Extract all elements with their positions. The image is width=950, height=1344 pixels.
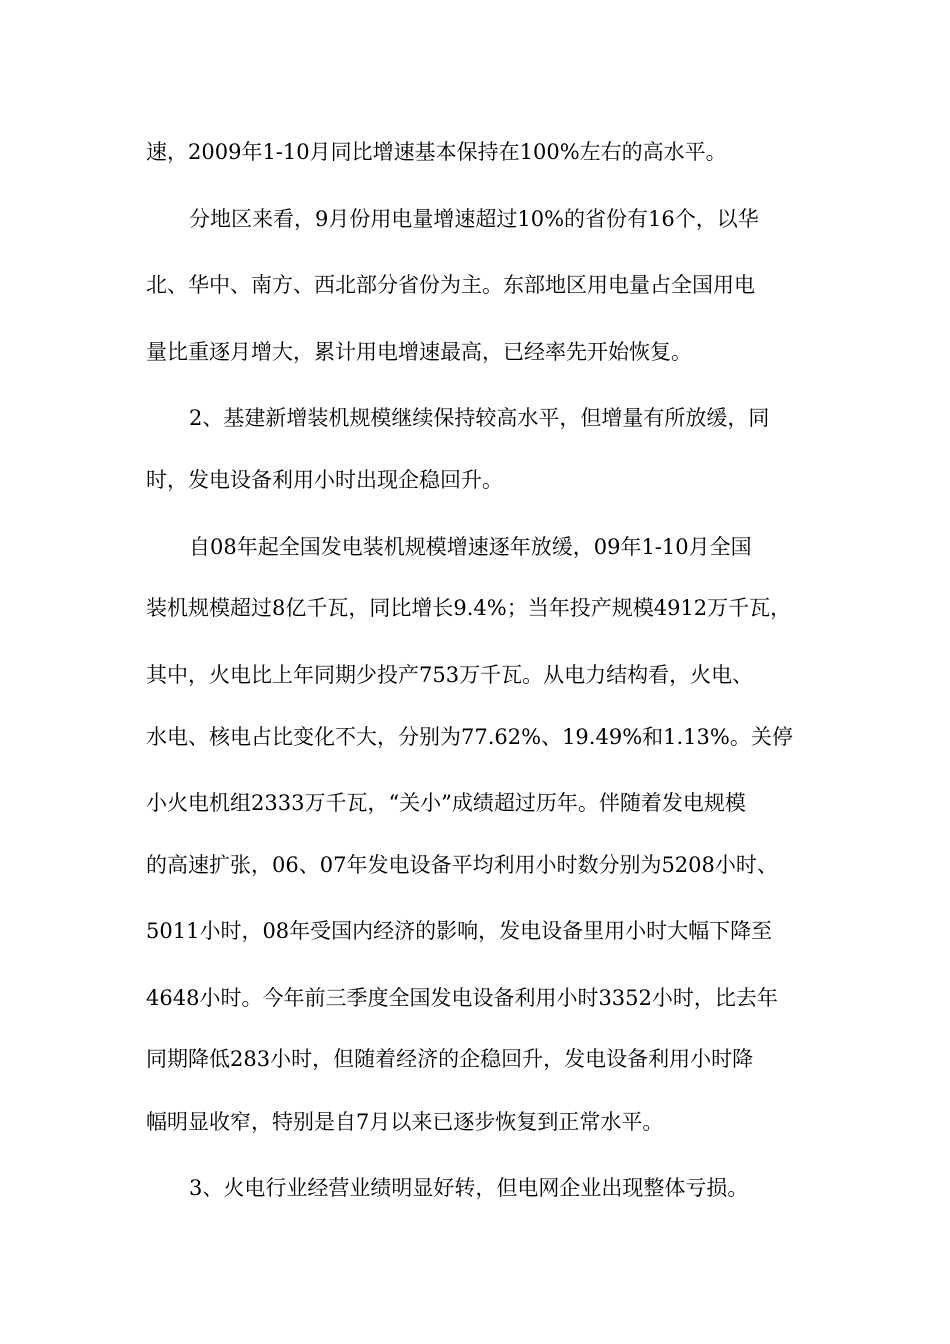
line-text: 同期降低283小时，但随着经济的企稳回升，发电设备利用小时降 — [146, 1047, 754, 1071]
line-text: 装机规模超过8亿千瓦，同比增长9.4%；当年投产规模4912万千瓦， — [146, 596, 792, 620]
line-text: 小火电机组2333万千瓦，“关小”成绩超过历年。伴随着发电规模 — [146, 791, 746, 815]
line-text: 的高速扩张，06、07年发电设备平均利用小时数分别为5208小时、 — [146, 853, 778, 877]
line-text: 3、火电行业经营业绩明显好转，但电网企业出现整体亏损。 — [189, 1176, 749, 1200]
line-text: 速，2009年1-10月同比增速基本保持在100%左右的高水平。 — [146, 140, 727, 164]
line-text: 其中，火电比上年同期少投产753万千瓦。从电力结构看，火电、 — [146, 663, 754, 687]
line-text: 分地区来看，9月份用电量增速超过10%的省份有16个，以华 — [189, 207, 759, 231]
line-text: 水电、核电占比变化不大，分别为77.62%、19.49%和1.13%。关停 — [146, 725, 793, 749]
line-text: 自08年起全国发电装机规模增速逐年放缓，09年1-10月全国 — [189, 535, 752, 559]
line-text: 时，发电设备利用小时出现企稳回升。 — [146, 468, 503, 492]
line-text: 5011小时，08年受国内经济的影响，发电设备里用小时大幅下降至 — [146, 919, 773, 943]
line-text: 幅明显收窄，特别是自7月以来已逐步恢复到正常水平。 — [146, 1110, 664, 1134]
line-text: 4648小时。今年前三季度全国发电设备利用小时3352小时，比去年 — [146, 986, 778, 1010]
line-text: 2、基建新增装机规模继续保持较高水平，但增量有所放缓，同 — [189, 406, 770, 430]
line-text: 量比重逐月增大，累计用电增速最高，已经率先开始恢复。 — [146, 340, 692, 364]
line-text: 北、华中、南方、西北部分省份为主。东部地区用电量占全国用电 — [146, 273, 755, 297]
